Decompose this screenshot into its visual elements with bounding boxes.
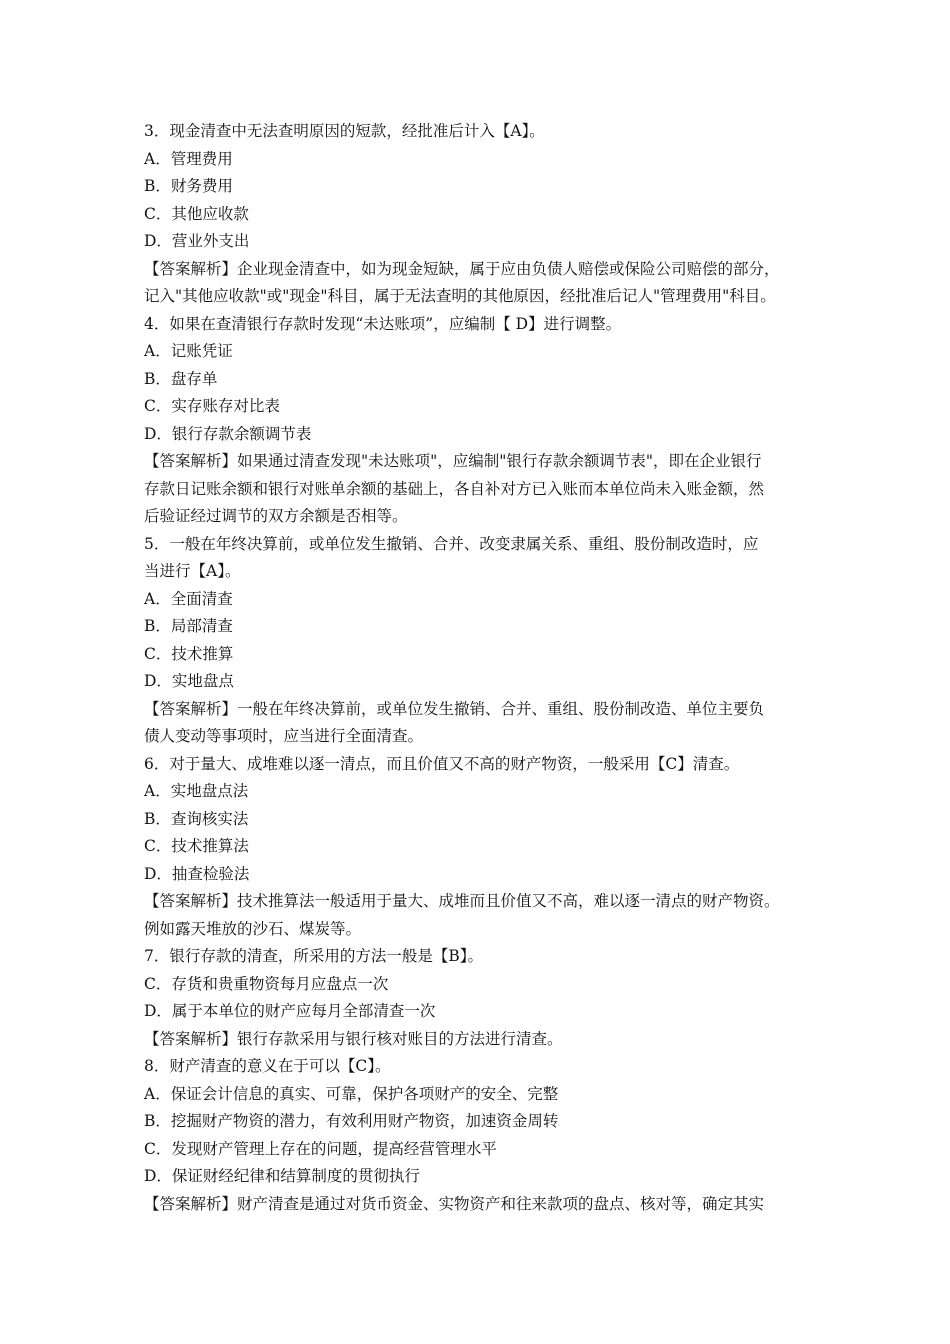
answer-analysis: 记入"其他应收款"或"现金"科目，属于无法查明的其他原因，经批准后记人"管理费用"科目。 — [144, 287, 776, 305]
answer-analysis: 【答案解析】银行存款采用与银行核对账目的方法进行清查。 — [144, 1029, 563, 1048]
answer-option: A．实地盘点法 — [144, 782, 249, 800]
answer-analysis: 例如露天堆放的沙石、煤炭等。 — [144, 919, 362, 938]
answer-option: A．保证会计信息的真实、可靠，保护各项财产的安全、完整 — [144, 1084, 559, 1103]
answer-analysis: 【答案解析】财产清查是通过对货币资金、实物资产和往来款项的盘点、核对等，确定其实 — [144, 1194, 765, 1213]
answer-option: C．存货和贵重物资每月应盘点一次 — [144, 974, 389, 993]
answer-option: C．实存账存对比表 — [144, 397, 280, 415]
answer-option: C．其他应收款 — [144, 204, 249, 223]
answer-option: C．技术推算法 — [144, 837, 249, 855]
answer-analysis: 存款日记账余额和银行对账单余额的基础上，各自补对方已入账而本单位尚未入账金额，然 — [144, 479, 765, 498]
answer-option: D．保证财经纪律和结算制度的贯彻执行 — [144, 1167, 420, 1185]
answer-option: C．技术推算 — [144, 644, 234, 663]
answer-option: D．银行存款余额调节表 — [144, 424, 312, 443]
answer-option: B．查询核实法 — [144, 809, 249, 828]
question-stem: 6．对于量大、成堆难以逐一清点，而且价值又不高的财产物资，一般采用【C】清查。 — [144, 754, 740, 773]
answer-analysis: 【答案解析】技术推算法一般适用于量大、成堆而且价值又不高，难以逐一清点的财产物资。 — [144, 892, 780, 910]
question-stem: 7．银行存款的清查，所采用的方法一般是【B】。 — [144, 947, 484, 965]
answer-option: B．盘存单 — [144, 369, 218, 388]
question-stem: 5．一般在年终决算前，或单位发生撤销、合并、改变隶属关系、重组、股份制改造时，应 — [144, 534, 759, 553]
answer-option: D．属于本单位的财产应每月全部清查一次 — [144, 1002, 436, 1020]
answer-option: B．挖掘财产物资的潜力，有效利用财产物资，加速资金周转 — [144, 1112, 559, 1130]
answer-option: A．管理费用 — [144, 149, 233, 168]
answer-analysis: 【答案解析】如果通过清查发现"未达账项"，应编制"银行存款余额调节表"，即在企业银行 — [144, 452, 762, 470]
answer-option: D．营业外支出 — [144, 232, 250, 250]
answer-option: D．抽查检验法 — [144, 864, 250, 883]
document-content — [144, 118, 812, 1218]
question-stem: 3．现金清查中无法查明原因的短款，经批准后计入【A】。 — [144, 122, 545, 140]
answer-option: A．全面清查 — [144, 589, 233, 608]
answer-option: A．记账凭证 — [144, 342, 233, 360]
answer-analysis: 【答案解析】企业现金清查中，如为现金短缺，属于应由负债人赔偿或保险公司赔偿的部分， — [144, 259, 780, 278]
answer-analysis: 【答案解析】一般在年终决算前，或单位发生撤销、合并、重组、股份制改造、单位主要负 — [144, 699, 765, 718]
question-stem: 当进行【A】。 — [144, 562, 241, 580]
answer-analysis: 后验证经过调节的双方余额是否相等。 — [144, 507, 408, 525]
answer-option: B．局部清查 — [144, 617, 233, 635]
answer-option: B．财务费用 — [144, 177, 233, 195]
answer-option: D．实地盘点 — [144, 672, 234, 690]
question-stem: 4．如果在查清银行存款时发现“未达账项”，应编制【 D】进行调整。 — [144, 314, 622, 333]
question-stem: 8．财产清查的意义在于可以【C】。 — [144, 1057, 391, 1075]
answer-analysis: 债人变动等事项时，应当进行全面清查。 — [144, 727, 424, 745]
answer-option: C．发现财产管理上存在的问题，提高经营管理水平 — [144, 1139, 497, 1158]
